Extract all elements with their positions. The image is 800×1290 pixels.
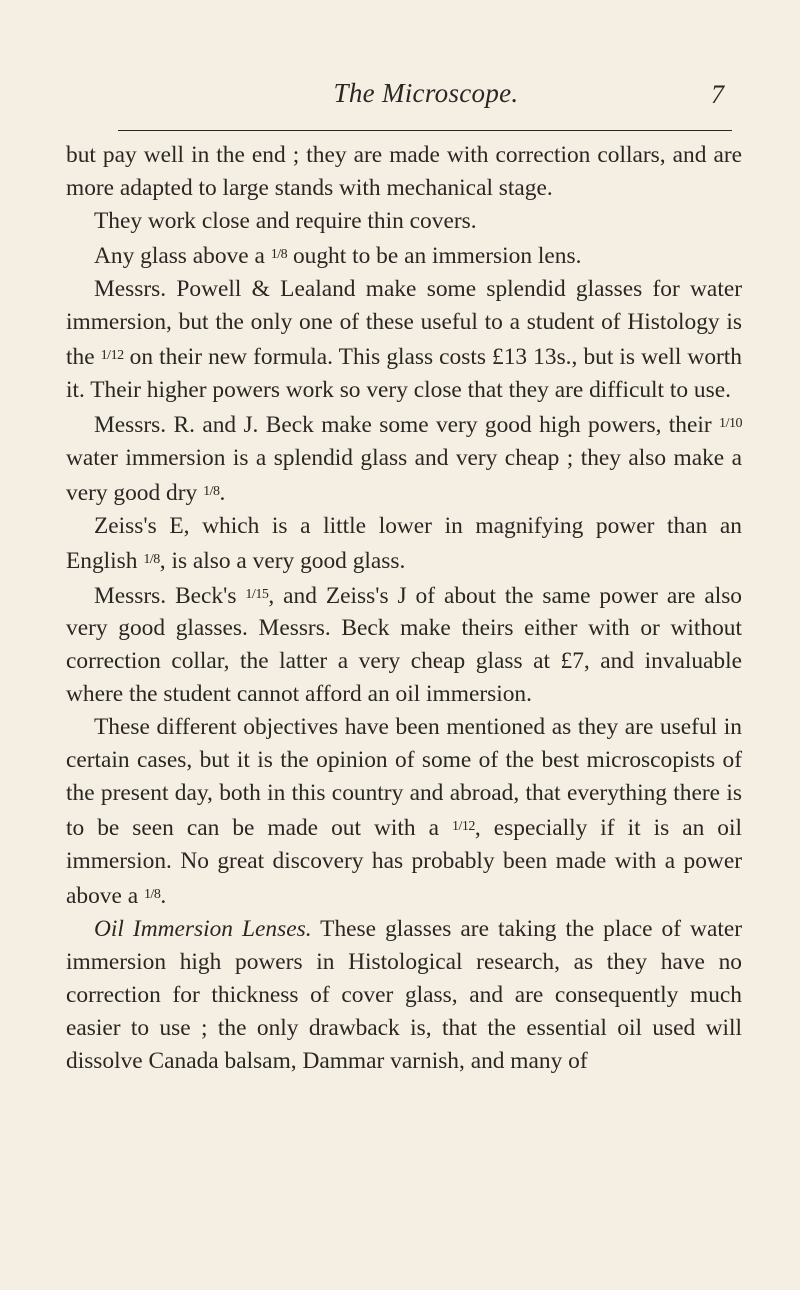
fraction: 1/12 <box>451 818 475 835</box>
text-run: They work close and require thin covers. <box>94 208 477 234</box>
text-run: , is also a very good glass. <box>159 547 406 574</box>
text-run: on their new formula. This glass costs £13 13s., but is well worth it. Their higher powers work so very close that they are difficult to use. <box>66 343 742 403</box>
text-run: water immersion is a splendid glass and very cheap ; they also make a very good dry <box>66 444 742 506</box>
page-number: 7 <box>711 80 724 109</box>
fraction: 1/8 <box>143 550 160 567</box>
paragraph <box>66 913 742 1078</box>
fraction: 1/8 <box>203 482 220 499</box>
fraction: 1/15 <box>245 585 269 602</box>
text-run: ought to be an immersion lens. <box>287 242 582 269</box>
paragraph <box>66 205 742 238</box>
header-rule <box>118 130 732 131</box>
body-text <box>66 139 742 1078</box>
text-run: , especially if it is an oil immersion. No great discovery has probably been made with a power above a <box>66 815 742 910</box>
text-run: Messrs. R. and J. Beck make some very good high powers, their <box>94 411 720 438</box>
text-run: Messrs. Beck's <box>94 582 246 609</box>
text-run: Messrs. Powell & Lealand make some splendid glasses for water immersion, but the only one of these useful to a student of Histology is the <box>66 275 742 370</box>
text-run: , and Zeiss's J of about the same power are also very good glasses. Messrs. Beck make theirs either with or without correction collar, the latter a very cheap glass at £7, and invaluable where the student cannot afford an oil immersion. <box>66 582 742 708</box>
text-run: but pay well in the end ; they are made with correction collars, and are more adapted to large stands with mechanical stage. <box>66 142 742 201</box>
text-run: Zeiss's E, which is a little lower in magnifying power than an English <box>66 512 742 574</box>
fraction: 1/12 <box>100 346 124 363</box>
text-run: . <box>160 883 167 910</box>
fraction: 1/8 <box>270 246 288 262</box>
paragraph <box>66 510 742 578</box>
italic-heading: Oil Immersion Lenses. <box>94 916 312 943</box>
running-title: The Microscope. <box>333 78 519 108</box>
paragraph <box>66 238 742 273</box>
paragraph <box>66 273 742 407</box>
text-run: . <box>219 479 226 506</box>
fraction: 1/8 <box>143 886 161 903</box>
paragraph <box>66 711 742 913</box>
text-run: These different objectives have been mentioned as they are useful in certain cases, but it is the opinion of some of the best microscopists of the present day, both in this country and abroad, that everything there is to be seen can be made out with a <box>66 714 742 842</box>
running-head <box>120 78 732 118</box>
fraction: 1/10 <box>719 414 742 431</box>
text-run: These glasses are taking the place of water immersion high powers in Histological research, as they have no correction for thickness of cover glass, and are consequently much easier to use ; the only drawback is, that the essential oil used will dissolve Canada balsam, Dammar varnish, and many of <box>66 916 742 1075</box>
text-run: Any glass above a <box>94 242 271 269</box>
paragraph <box>66 407 742 510</box>
paragraph <box>66 139 742 205</box>
paragraph <box>66 578 742 712</box>
